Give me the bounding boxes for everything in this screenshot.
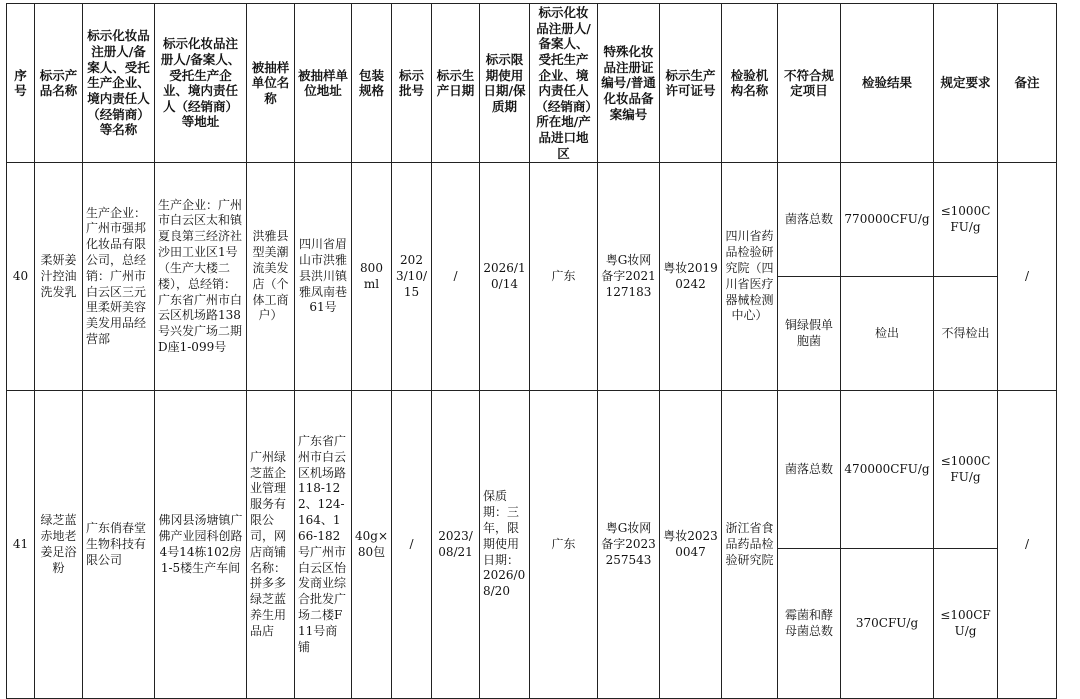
- sampled-unit-name: 洪雅县型美潮流美发店（个体工商户）: [247, 163, 295, 391]
- company-address: 佛冈县汤塘镇广佛产业园科创路4号14栋102房1-5楼生产车间: [155, 391, 247, 699]
- expiry-date: 2026/10/14: [480, 163, 530, 391]
- requirement: ≤1000CFU/g: [934, 163, 998, 277]
- package-spec: 800ml: [352, 163, 392, 391]
- requirement: ≤100CFU/g: [934, 549, 998, 699]
- header-record-no: 特殊化妆品注册证编号/普通化妆品备案编号: [598, 4, 660, 163]
- header-production-date: 标示生产日期: [432, 4, 480, 163]
- header-company-address: 标示化妆品注册人/备案人、受托生产企业、境内责任人（经销商）等地址: [155, 4, 247, 163]
- license-no: 粤妆20190242: [660, 163, 722, 391]
- sampled-unit-name: 广州绿芝蓝企业管理服务有限公司，网店商铺名称：拼多多绿芝蓝养生用品店: [247, 391, 295, 699]
- record-no: 粤G妆网备字2023257543: [598, 391, 660, 699]
- region: 广东: [530, 391, 598, 699]
- header-expiry: 标示限期使用日期/保质期: [480, 4, 530, 163]
- table-row: [7, 163, 1057, 277]
- header-remark: 备注: [998, 4, 1057, 163]
- test-result: 470000CFU/g: [841, 391, 934, 549]
- header-row: [7, 4, 1057, 163]
- table-row: [7, 391, 1057, 549]
- failed-item: 菌落总数: [778, 391, 841, 549]
- header-package: 包装规格: [352, 4, 392, 163]
- batch-no: 2023/10/15: [392, 163, 432, 391]
- batch-no: /: [392, 391, 432, 699]
- production-date: 2023/08/21: [432, 391, 480, 699]
- company-name: 生产企业：广州市强邦化妆品有限公司，总经销：广州市白云区三元里柔妍美容美发用品经营部: [83, 163, 155, 391]
- header-company-name: 标示化妆品注册人/备案人、受托生产企业、境内责任人（经销商）等名称: [83, 4, 155, 163]
- license-no: 粤妆20230047: [660, 391, 722, 699]
- header-requirement: 规定要求: [934, 4, 998, 163]
- failed-item: 铜绿假单胞菌: [778, 277, 841, 391]
- header-institution: 检验机构名称: [722, 4, 778, 163]
- header-license-no: 标示生产许可证号: [660, 4, 722, 163]
- header-batch: 标示批号: [392, 4, 432, 163]
- row-no: 41: [7, 391, 35, 699]
- header-region: 标示化妆品注册人/备案人、受托生产企业、境内责任人（经销商）所在地/产品进口地区: [530, 4, 598, 163]
- institution: 浙江省食品药品检验研究院: [722, 391, 778, 699]
- header-result: 检验结果: [841, 4, 934, 163]
- header-product-name: 标示产品名称: [35, 4, 83, 163]
- product-name: 柔妍姜汁控油洗发乳: [35, 163, 83, 391]
- remark: /: [998, 163, 1057, 391]
- header-sampled-address: 被抽样单位地址: [295, 4, 352, 163]
- company-address: 生产企业：广州市白云区太和镇夏良第三经济社沙田工业区1号（生产大楼二楼），总经销：广东省广州市白云区机场路138号兴发广场二期D座1-099号: [155, 163, 247, 391]
- remark: /: [998, 391, 1057, 699]
- record-no: 粤G妆网备字2021127183: [598, 163, 660, 391]
- test-result: 370CFU/g: [841, 549, 934, 699]
- inspection-results-table: [6, 3, 1057, 699]
- sampled-unit-address: 广东省广州市白云区机场路118-122、124-164、166-182号广州市白云区怡发商业综合批发广场二楼F11号商铺: [295, 391, 352, 699]
- region: 广东: [530, 163, 598, 391]
- sampled-unit-address: 四川省眉山市洪雅县洪川镇雅凤南巷61号: [295, 163, 352, 391]
- header-sampled-unit: 被抽样单位名称: [247, 4, 295, 163]
- package-spec: 40g×80包: [352, 391, 392, 699]
- failed-item: 霉菌和酵母菌总数: [778, 549, 841, 699]
- requirement: 不得检出: [934, 277, 998, 391]
- row-no: 40: [7, 163, 35, 391]
- header-failed-item: 不符合规定项目: [778, 4, 841, 163]
- requirement: ≤1000CFU/g: [934, 391, 998, 549]
- product-name: 绿芝蓝赤地老姜足浴粉: [35, 391, 83, 699]
- company-name: 广东俏春堂生物科技有限公司: [83, 391, 155, 699]
- production-date: /: [432, 163, 480, 391]
- test-result: 检出: [841, 277, 934, 391]
- failed-item: 菌落总数: [778, 163, 841, 277]
- institution: 四川省药品检验研究院（四川省医疗器械检测中心）: [722, 163, 778, 391]
- header-no: 序号: [7, 4, 35, 163]
- test-result: 770000CFU/g: [841, 163, 934, 277]
- expiry-date: 保质期：三年，限期使用日期：2026/08/20: [480, 391, 530, 699]
